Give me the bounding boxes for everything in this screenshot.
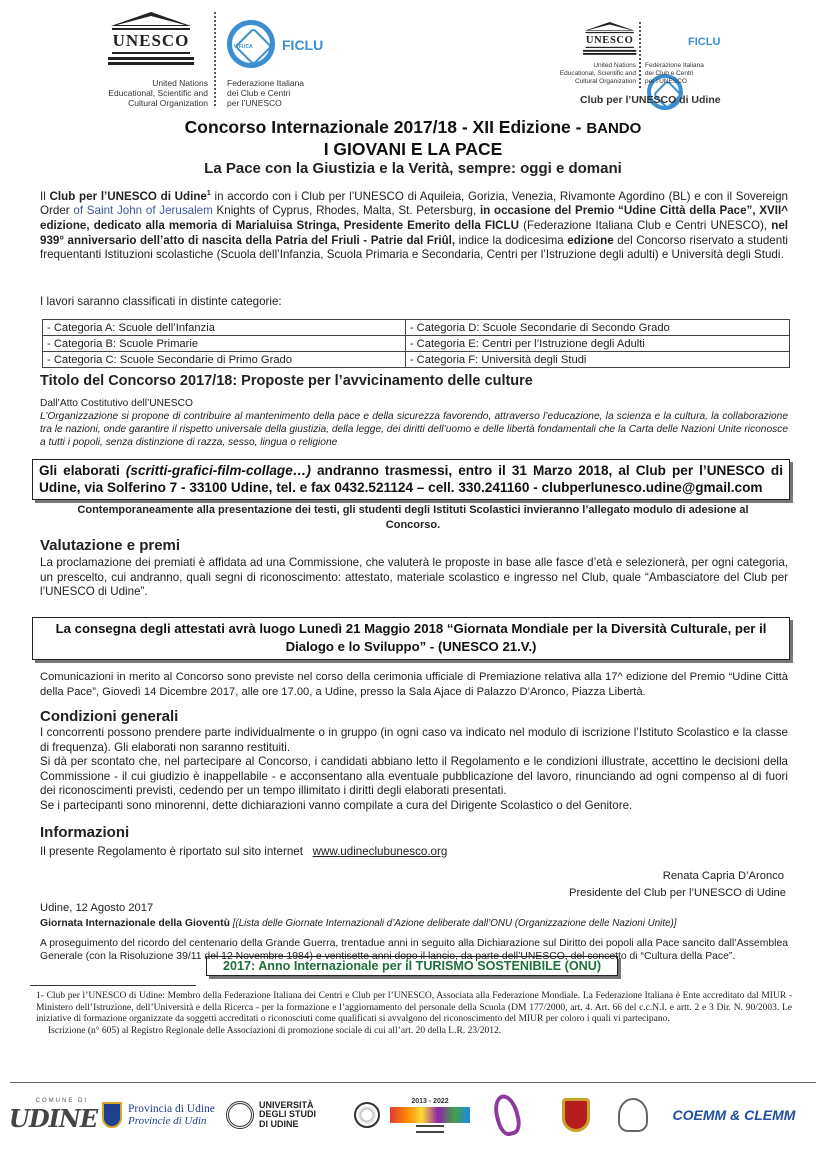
website-link[interactable]: www.udineclubunesco.org — [312, 845, 448, 858]
header-divider — [214, 12, 216, 106]
decade-logo: 2013 - 2022 — [386, 1090, 474, 1140]
concurrent-note: Contemporaneamente alla presentazione dei testi, gli studenti degli Istituti Scolastici invieranno l’allegato modulo di adesione al Concorso. — [77, 504, 749, 531]
submission-box: Gli elaborati (scritti-grafici-film-collage…) andranno trasmessi, entro il 31 Marzo 2018, al Club per l’UNESCO di Udine, via Solferino 7 - 33100 Udine, tel. e fax 0432.521124 – cell. 330.241160 - clubperlunesco.udine@gmail.com — [32, 459, 790, 500]
year-box: 2017: Anno Internazionale per il TURISMO SOSTENIBILE (ONU) — [206, 956, 618, 976]
coemm-clemm-logo: COEMM & CLEMM — [672, 1107, 796, 1123]
ribbon-icon — [490, 1092, 524, 1139]
theme-title: Titolo del Concorso 2017/18: Proposte per l’avvicinamento delle culture — [40, 373, 533, 389]
unesco-org-text: United Nations Educational, Scientific and Cultural Organization — [108, 78, 208, 108]
un-logo — [350, 1090, 384, 1140]
club-emblem-logo — [610, 1090, 656, 1140]
header-divider-right — [639, 22, 641, 88]
communications-text: Comunicazioni in merito al Concorso sono previste nel corso della cerimonia ufficiale di Premiazione relativa alla 17^ edizione del Premio “Udine Città della Pace”, Giovedì 14 Dicembre 2017, alle ore 17.00, a Udine, presso la Sala Ajace di Palazzo D’Aronco, Piazza Libertà. — [40, 671, 788, 698]
evaluation-text: La proclamazione dei premiati è affidata ad una Commissione, che valuterà le proposte in base alle fasce d’età e selezionerà, per ogni categoria, un prescelto, cui andranno, quali segni di riconoscimento: attestato, materiale scolastico e ingresso nel Club, quale “Ambasciatore del Club per l’UNESCO di Udine”. — [40, 556, 788, 599]
evaluation-title: Valutazione e premi — [40, 537, 181, 554]
footer-separator — [10, 1082, 816, 1083]
table-row: - Categoria B: Scuole Primarie - Categoria E: Centri per l’Istruzione degli Adulti — [43, 336, 790, 352]
intro-paragraph: Il Club per l’UNESCO di Udine$^1$ in accordo con i Club per l’UNESCO di Aquileia, Gorizia, Venezia, Rivamonte Agordino (BL) e con il Sovereign Order of Saint John of Jerusalem Knights of Cyprus, Rhodes, Malta, St. Petersburg, in occasione del Premio “Udine Città della Pace”, XVII^ edizione, dedicato alla memoria di Marialuisa Stringa, Presidente Emerito della FICLU (Federazione Italiana Club e Centri UNESCO), nel 939° anniversario dell’atto di nascita della Patria del Friuli - Patrie dal Friûl, indice la dodicesima edizione del Concorso riservato a studenti frequentanti Istituzioni scolastiche (Scuola dell’Infanzia, Scuola Primaria e Secondaria, Centri per l’Istruzione degli adulti) e Università degli Studi. — [40, 189, 788, 262]
unesco-small-icon — [416, 1125, 444, 1133]
youth-day-text: A proseguimento del ricordo del centenario della Grande Guerra, trentadue anni in seguito alla Dichiarazione sul Diritto dei popoli alla Pace sancito dall’Assemblea Generale (con la Risoluzione 39/11 del 12 Novembre 1984) e ventisette anni dopo il lancio, da parte dell’UNESCO, del concetto di “Cultura della Pace”. — [40, 938, 788, 962]
decade-colors-icon — [390, 1107, 470, 1123]
un-globe-icon — [354, 1102, 380, 1128]
university-seal-icon — [226, 1101, 254, 1129]
provincia-udine-logo: Provincia di Udine Provincie di Udin — [102, 1090, 220, 1140]
conditions-text: I concorrenti possono prendere parte individualmente o in gruppo (in ogni caso va indicato nel modulo di iscrizione l’Istituto Scolastico e la classe di frequenza). Gli elaborati non saranno restituiti. Si dà per scontato che, nel partecipare al Concorso, i candidati abbiano letto il Regolamento e le condizioni illustrate, accettino le decisioni della Commissione - il cui giudizio è inappellabile - e acconsentano alla eventuale pubblicazione del lavoro, rinunciando ad ogni compenso al di fuori dei riconoscimenti previsti, cedendo per un tempo illimitato i diritti degli elaborati presentati. Se i partecipanti sono minorenni, dette dichiarazioni vanno compilate a cura del Dirigente Scolastico o del Genitore. — [40, 726, 788, 812]
categories-table — [42, 319, 790, 368]
club-udine-label: Club per l’UNESCO di Udine — [580, 94, 721, 106]
order-crest-icon — [562, 1098, 590, 1132]
info-text: Il presente Regolamento è riportato sul sito internet www.udineclubunesco.org — [40, 845, 448, 858]
info-title: Informazioni — [40, 824, 130, 841]
order-crest-logo — [556, 1090, 596, 1140]
theme-source: Dall’Atto Costitutivo dell’UNESCO — [40, 398, 193, 409]
ficlu-org-text-right: Federazione Italiana dei Club e Centri per l’UNESCO — [645, 62, 704, 85]
ceremony-box: La consegna degli attestati avrà luogo Lunedì 21 Maggio 2018 “Giornata Mondiale per la Diversità Culturale, per il Dialogo e lo Sviluppo” - (UNESCO 21.V.) — [32, 617, 790, 660]
conditions-title: Condizioni generali — [40, 708, 179, 725]
page-title: Concorso Internazionale 2017/18 - XII Edizione - BANDO I GIOVANI E LA PACE La Pace con la Giustizia e la Verità, sempre: oggi e domani — [184, 117, 642, 177]
club-emblem-icon — [618, 1098, 648, 1132]
table-row: - Categoria A: Scuole dell’Infanzia - Categoria D: Scuole Secondarie di Secondo Grado — [43, 320, 790, 336]
document-date: Udine, 12 Agosto 2017 — [40, 902, 154, 914]
university-udine-logo: UNIVERSITÀ DEGLI STUDI DI UDINE — [226, 1090, 322, 1140]
unesco-logo-left — [108, 12, 194, 68]
ficlu-org-text: Federazione Italiana dei Club e Centri per l’UNESCO — [227, 78, 305, 108]
ficlu-word-right: FICLU — [688, 36, 721, 48]
signature: Renata Capria D’Aronco Presidente del Club per l’UNESCO di Udine — [568, 870, 786, 899]
unesco-org-text-right: United Nations Educational, Scientific and Cultural Organization — [559, 62, 636, 85]
table-row: - Categoria C: Scuole Secondarie di Primo Grado - Categoria F: Università degli Studi — [43, 352, 790, 368]
categories-intro: I lavori saranno classificati in distinte categorie: — [40, 295, 282, 308]
ficlu-ring-text: WFUCA — [234, 44, 253, 50]
comune-udine-logo: COMUNE DI UDINE — [12, 1090, 94, 1140]
unesco-logo-right: UNESCO — [583, 22, 636, 57]
ficlu-word: FICLU — [282, 37, 324, 53]
youth-day-line: Giornata Internazionale della Gioventù [(Lista delle Giornate Internazionali d’Azione deliberate dall’ONU (Organizzazione delle Nazioni Unite)] — [40, 918, 677, 929]
theme-quote: L’Organizzazione si propone di contribuire al mantenimento della pace e della sicurezza favorendo, attraverso l’educazione, la scienza e la cultura, la collaborazione tra le nazioni, onde garantire il rispetto universale della giustizia, della legge, dei diritti dell’uomo e delle libertà fondamentali che la Carta delle Nazioni Unite riconosce a tutti i popoli, senza distinzione di razza, sesso, lingua o religione — [40, 411, 788, 448]
unesco-temple-icon: UNESCO — [108, 12, 194, 68]
footnote: 1- Club per l’UNESCO di Udine: Membro della Federazione Italiana dei Centri e Club per l’UNESCO, Associata alla Federazione Mondiale. La Federazione Italiana è Ente accreditato dal MIUR - Ministero dell’Istruzione, dell’Università e della Ricerca - per la formazione e l’aggiornamento del personale della Scuola (DM 177/2000, art. 4. Art. 66 del c.c.N.I. e artt. 2 e 3 Dir. N. 90/2003. Le iniziative di formazione organizzate da soggetti accreditati o riconosciuti come qualificati si avvalgono del riconoscimento del MIUR per coloro i quali vi partecipano. Iscrizione (n° 605) al Registro Regionale delle Associazioni di promozione sociale di cui all’art. 20 della L.R. 23/2012. — [36, 991, 792, 1036]
provincia-shield-icon — [102, 1102, 122, 1128]
ribbon-logo — [484, 1090, 530, 1140]
footnote-separator — [30, 985, 196, 986]
